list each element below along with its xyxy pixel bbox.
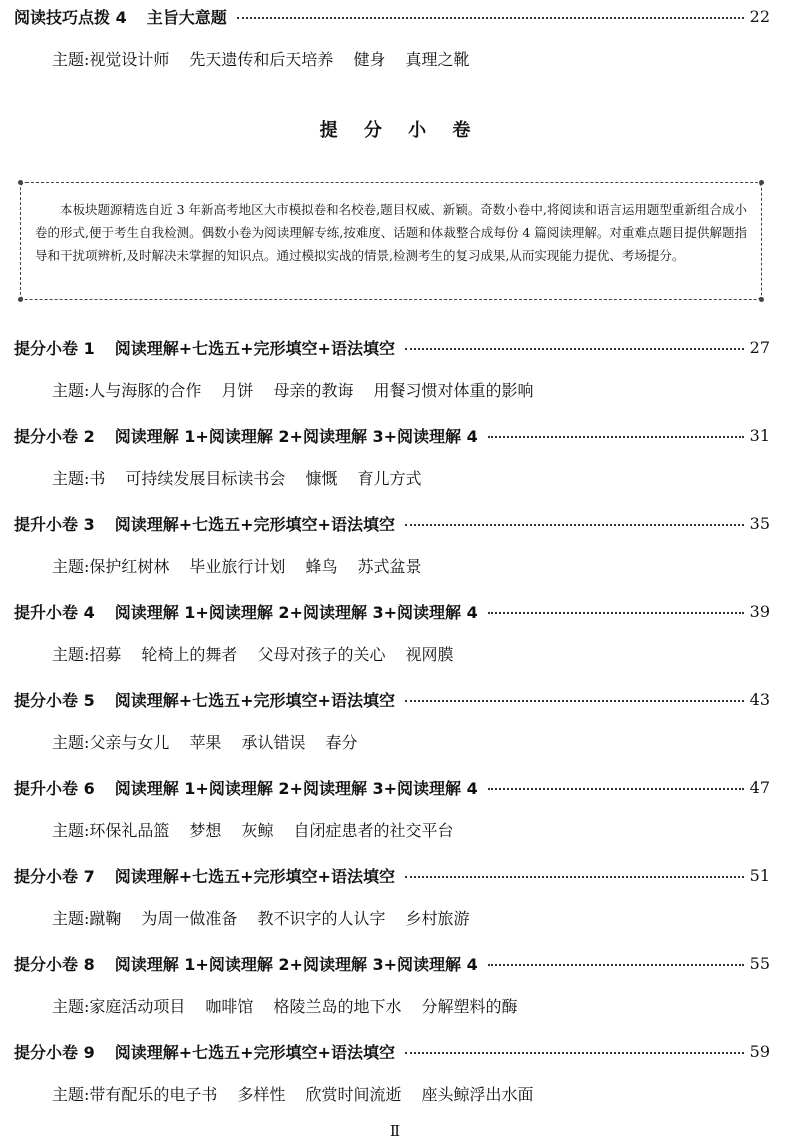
dot-leader	[237, 17, 744, 19]
theme-topic: 家庭活动项目	[89, 996, 186, 1016]
theme-topic: 承认错误	[241, 732, 306, 752]
theme-topic: 欣赏时间流逝	[305, 1084, 402, 1104]
toc-entry[interactable]	[14, 774, 770, 800]
toc-entry[interactable]	[14, 510, 770, 536]
entry-label: 提升小卷 4	[14, 602, 95, 622]
entry-label: 提分小卷 9	[14, 1042, 95, 1062]
entry-content: 阅读理解 1+阅读理解 2+阅读理解 3+阅读理解 4	[114, 778, 478, 798]
theme-topic: 乡村旅游	[405, 908, 470, 928]
entry-content: 主旨大意题	[146, 7, 227, 27]
entry-page-number: 43	[749, 689, 770, 709]
entry-content: 阅读理解+七选五+完形填空+语法填空	[114, 866, 395, 886]
section-title: 提 分 小 卷	[319, 120, 481, 141]
dot-leader	[488, 964, 744, 966]
theme-prefix: 主题:	[52, 49, 90, 69]
theme-topic: 可持续发展目标读书会	[125, 468, 286, 488]
theme-topic: 蹴鞠	[89, 908, 122, 928]
theme-line	[52, 904, 489, 930]
entry-label: 阅读技巧点拨 4	[14, 7, 127, 27]
theme-line	[52, 816, 473, 842]
theme-topic: 梦想	[189, 820, 222, 840]
intro-box	[20, 182, 762, 300]
dot-leader	[488, 612, 744, 614]
theme-topic: 座头鲸浮出水面	[421, 1084, 534, 1104]
corner-dot	[759, 297, 764, 302]
theme-topic: 真理之靴	[405, 49, 470, 69]
intro-text: 本板块题源精选自近 3 年新高考地区大市模拟卷和名校卷,题目权威、新颖。奇数小卷中,将阅读和语言运用题型重新组合成小卷的形式,便于考生自我检测。偶数小卷为阅读理解专练,按难度、话题和体裁整合成每份 4 篇阅读理解。对重难点题目提供解题指导和干扰项辨析,及时解决未掌握的知识点。通过模拟实战的情景,检测考生的复习成果,从而实现能力提优、考场提分。	[35, 202, 747, 263]
entry-content: 阅读理解 1+阅读理解 2+阅读理解 3+阅读理解 4	[114, 954, 478, 974]
dot-leader	[405, 524, 744, 526]
corner-dot	[18, 297, 23, 302]
entry-content: 阅读理解 1+阅读理解 2+阅读理解 3+阅读理解 4	[114, 426, 478, 446]
theme-topic: 招募	[89, 644, 122, 664]
entry-page-number: 27	[749, 337, 770, 357]
theme-line	[52, 376, 553, 402]
theme-line	[52, 45, 489, 71]
theme-topic: 自闭症患者的社交平台	[293, 820, 454, 840]
theme-topic: 蜂鸟	[305, 556, 338, 576]
corner-dot	[759, 180, 764, 185]
theme-topic: 视觉设计师	[89, 49, 170, 69]
theme-topic: 苏式盆景	[357, 556, 422, 576]
toc-entry[interactable]	[14, 862, 770, 888]
dot-leader	[488, 788, 744, 790]
toc-entry[interactable]	[14, 598, 770, 624]
theme-line	[52, 552, 441, 578]
theme-prefix: 主题:	[52, 644, 90, 664]
theme-line	[52, 728, 377, 754]
dot-leader	[405, 700, 744, 702]
theme-topic: 先天遗传和后天培养	[189, 49, 334, 69]
theme-topic: 人与海豚的合作	[89, 380, 202, 400]
theme-topic: 带有配乐的电子书	[89, 1084, 218, 1104]
theme-topic: 格陵兰岛的地下水	[273, 996, 402, 1016]
entry-page-number: 51	[749, 865, 770, 885]
entry-label: 提分小卷 1	[14, 338, 95, 358]
dot-leader	[405, 348, 744, 350]
theme-topic: 咖啡馆	[205, 996, 254, 1016]
theme-topic: 灰鲸	[241, 820, 274, 840]
theme-topic: 为周一做准备	[141, 908, 238, 928]
theme-topic: 苹果	[189, 732, 222, 752]
corner-dot	[18, 180, 23, 185]
theme-topic: 育儿方式	[357, 468, 422, 488]
theme-topic: 保护红树林	[89, 556, 170, 576]
theme-prefix: 主题:	[52, 556, 90, 576]
toc-entry[interactable]	[14, 422, 770, 448]
theme-line	[52, 464, 441, 490]
toc-entry[interactable]	[14, 686, 770, 712]
theme-topic: 视网膜	[405, 644, 454, 664]
theme-topic: 分解塑料的酶	[421, 996, 518, 1016]
theme-topic: 月饼	[221, 380, 254, 400]
theme-topic: 教不识字的人认字	[257, 908, 386, 928]
theme-prefix: 主题:	[52, 380, 90, 400]
theme-topic: 母亲的教诲	[273, 380, 354, 400]
entry-label: 提升小卷 6	[14, 778, 95, 798]
entry-content: 阅读理解+七选五+完形填空+语法填空	[114, 690, 395, 710]
entry-content: 阅读理解+七选五+完形填空+语法填空	[114, 338, 395, 358]
entry-label: 提分小卷 7	[14, 866, 95, 886]
page-number: Ⅱ	[389, 1122, 401, 1140]
theme-prefix: 主题:	[52, 468, 90, 488]
entry-page-number: 59	[749, 1041, 770, 1061]
theme-topic: 毕业旅行计划	[189, 556, 286, 576]
dot-leader	[405, 1052, 744, 1054]
toc-entry[interactable]	[14, 1038, 770, 1064]
entry-page-number: 55	[749, 953, 770, 973]
theme-line	[52, 640, 473, 666]
theme-prefix: 主题:	[52, 732, 90, 752]
entry-content: 阅读理解+七选五+完形填空+语法填空	[114, 514, 395, 534]
entry-page-number: 31	[749, 425, 770, 445]
theme-prefix: 主题:	[52, 996, 90, 1016]
entry-page-number: 35	[749, 513, 770, 533]
entry-label: 提分小卷 5	[14, 690, 95, 710]
theme-topic: 环保礼品篮	[89, 820, 170, 840]
toc-entry[interactable]	[14, 334, 770, 360]
theme-topic: 父母对孩子的关心	[257, 644, 386, 664]
entry-content: 阅读理解 1+阅读理解 2+阅读理解 3+阅读理解 4	[114, 602, 478, 622]
dot-leader	[488, 436, 744, 438]
theme-prefix: 主题:	[52, 820, 90, 840]
theme-topic: 轮椅上的舞者	[141, 644, 238, 664]
theme-line	[52, 992, 537, 1018]
entry-label: 提分小卷 8	[14, 954, 95, 974]
theme-topic: 多样性	[237, 1084, 286, 1104]
theme-topic: 用餐习惯对体重的影响	[373, 380, 534, 400]
theme-topic: 春分	[325, 732, 358, 752]
toc-entry-reading-tips-4[interactable]	[14, 3, 770, 29]
entry-page-number: 47	[749, 777, 770, 797]
theme-prefix: 主题:	[52, 1084, 90, 1104]
theme-prefix: 主题:	[52, 908, 90, 928]
entry-page-number: 22	[749, 6, 770, 26]
entry-label: 提升小卷 3	[14, 514, 95, 534]
theme-topic: 慷慨	[305, 468, 338, 488]
theme-topic: 父亲与女儿	[89, 732, 170, 752]
dot-leader	[405, 876, 744, 878]
entry-page-number: 39	[749, 601, 770, 621]
theme-topic: 健身	[353, 49, 386, 69]
theme-line	[52, 1080, 553, 1106]
entry-label: 提分小卷 2	[14, 426, 95, 446]
toc-entry[interactable]	[14, 950, 770, 976]
entry-content: 阅读理解+七选五+完形填空+语法填空	[114, 1042, 395, 1062]
theme-topic: 书	[89, 468, 106, 488]
